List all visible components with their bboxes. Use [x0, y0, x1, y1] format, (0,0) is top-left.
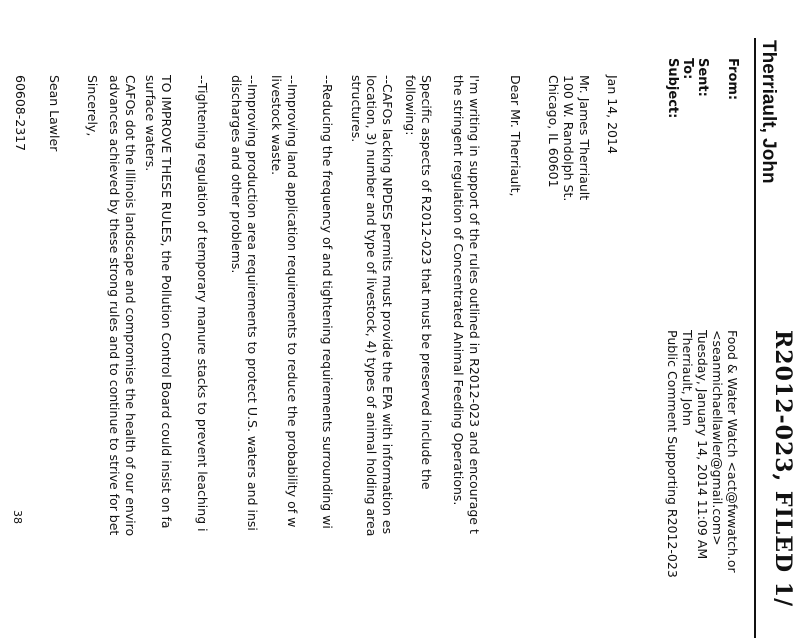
bullet-line: structures.	[348, 75, 364, 143]
sent-label: Sent:	[695, 58, 710, 97]
bullet-npdes	[348, 75, 395, 635]
subject-value: Public Comment Supporting R2012-023	[665, 330, 680, 578]
bullet-line: discharges and other problems.	[229, 75, 245, 274]
closing-line: CAFOs dot the Illinois landscape and compromise the health of our enviro	[123, 75, 138, 537]
sent-value: Tuesday, January 14, 2014 11:09 AM	[695, 330, 710, 560]
improve-line: TO IMPROVE THESE RULES, the Pollution Control Board could insist on fa	[159, 75, 174, 529]
bullet-line: --Tightening regulation of temporary manure stacks to prevent leaching i	[195, 75, 210, 532]
improve-paragraph	[143, 75, 174, 635]
aspects-line: following:	[403, 75, 419, 136]
address-line: Mr. James Therriault	[577, 75, 592, 201]
bullet-line: --Improving production area requirements to protect U.S. waters and insi	[245, 75, 260, 531]
bullet-line: --CAFOs lacking NPDES permits must provide the EPA with information es	[380, 75, 395, 535]
bullet-frequency	[319, 75, 335, 635]
salutation: Dear Mr. Therriault,	[508, 75, 523, 197]
intro-line: I'm writing in support of the rules outlined in R2012-023 and encourage t	[467, 75, 482, 534]
bullet-line: livestock waste.	[269, 75, 285, 176]
bullet-production-area	[229, 75, 260, 635]
from-email: <seanmichaellawler@gmail.com>	[710, 330, 725, 546]
intro-line: the stringent regulation of Concentrated Animal Feeding Operations.	[451, 75, 467, 506]
from-value: Food & Water Watch <act@fwwatch.or	[725, 330, 740, 573]
bullet-land-application	[269, 75, 300, 635]
signer-name: Sean Lawler	[47, 75, 62, 152]
header-rule	[754, 38, 756, 638]
subject-label: Subject:	[665, 58, 680, 119]
bullet-line: location, 3) number and type of livestock, 4) types of animal holding area	[364, 75, 380, 537]
docket-header: R2012-023, FILED 1/	[770, 330, 796, 608]
letter-date: Jan 14, 2014	[605, 75, 620, 154]
recipient-address	[545, 75, 592, 635]
bullet-line: --Improving land application requirements to reduce the probability of w	[285, 75, 300, 528]
aspects-line: Specific aspects of R2012-023 that must be preserved include the	[419, 75, 434, 490]
bullet-manure-stacks	[194, 75, 210, 635]
intro-paragraph	[451, 75, 482, 635]
bullet-line: --Reducing the frequency of and tightening requirements surrounding wi	[320, 75, 335, 529]
address-line: Chicago, IL 60601	[545, 75, 561, 188]
from-name-header: Therriault, John	[758, 40, 779, 184]
to-label: To:	[680, 58, 695, 80]
improve-line: surface waters.	[143, 75, 159, 172]
signoff: Sincerely,	[85, 75, 100, 137]
closing-line: advances achieved by these strong rules and to continue to strive for bet	[107, 75, 123, 536]
address-line: 100 W. Randolph St.	[561, 75, 577, 202]
closing-paragraph	[107, 75, 138, 635]
signer-zip: 60608-2317	[13, 75, 28, 152]
to-value: Therriault, John	[680, 330, 695, 426]
page-number: 38	[11, 510, 24, 524]
from-label: From:	[725, 58, 740, 101]
aspects-paragraph	[403, 75, 434, 635]
